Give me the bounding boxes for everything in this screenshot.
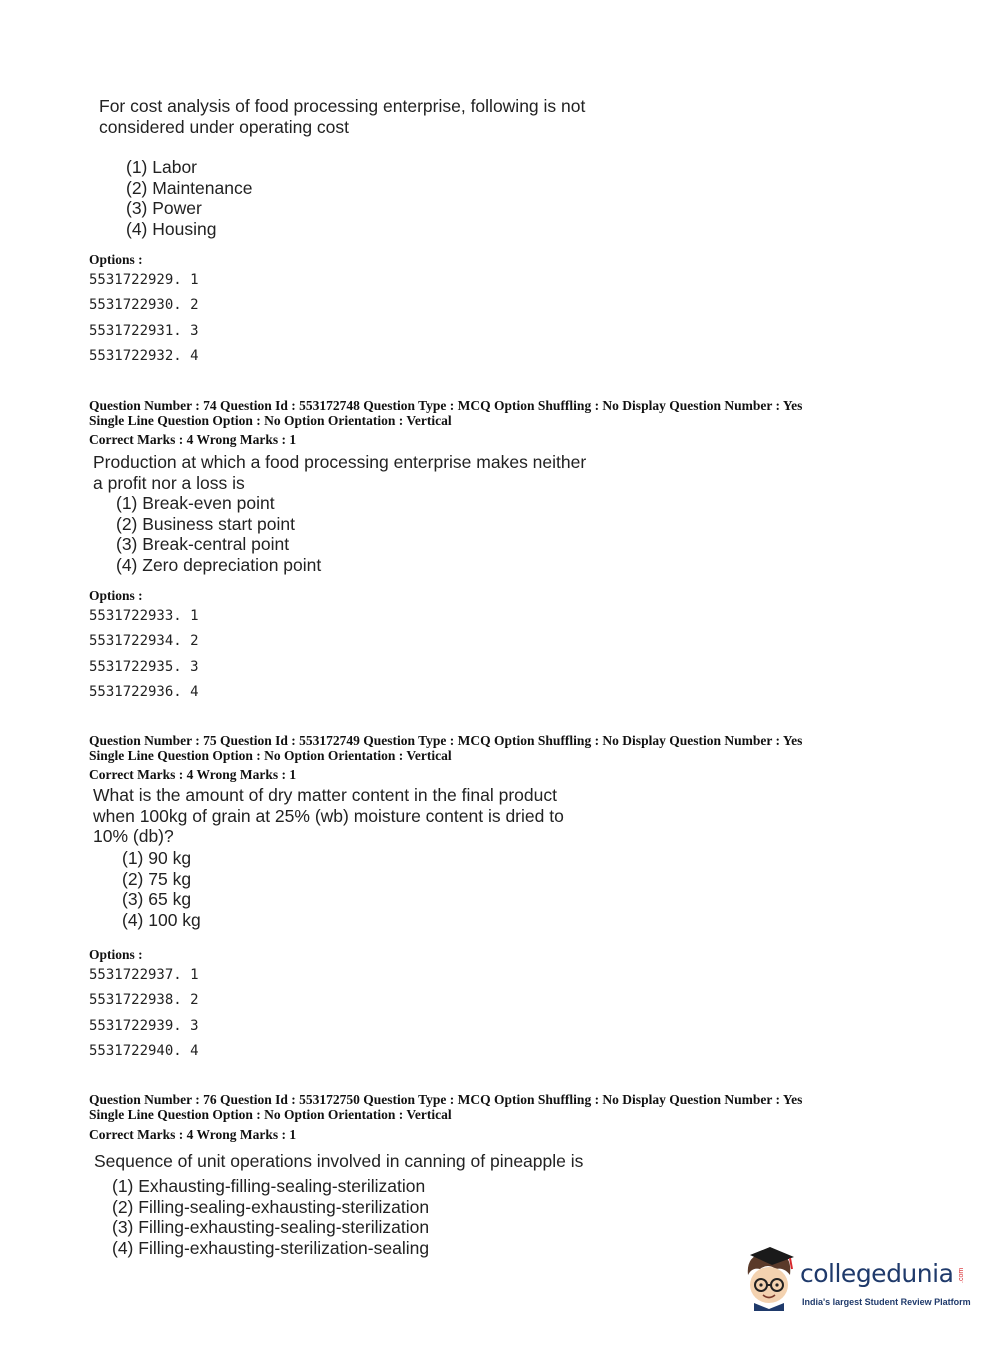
- q75-meta-line1: Question Number : 75 Question Id : 553172749 Question Type : MCQ Option Shuffling : No Display Question Number : Yes: [89, 733, 803, 748]
- q75-options-list: [89, 963, 199, 1064]
- q73-options-label: Options :: [89, 252, 143, 267]
- q76-question-text: [94, 1151, 583, 1172]
- q75-meta-line2: Single Line Question Option : No Option Orientation : Vertical: [89, 748, 452, 763]
- q74-choices: [116, 493, 321, 575]
- q75-option: 5531722938. 2: [89, 992, 199, 1009]
- q74-choice: (3) Break-central point: [116, 534, 290, 554]
- q74-options-label: Options :: [89, 588, 143, 603]
- q75-marks: Correct Marks : 4 Wrong Marks : 1: [89, 767, 297, 782]
- q74-choice: (2) Business start point: [116, 513, 295, 534]
- q75-choice: (2) 75 kg: [122, 868, 192, 889]
- q74-option: 5531722935. 3: [89, 658, 199, 675]
- q75-stem-line: when 100kg of grain at 25% (wb) moisture content is dried to: [93, 805, 564, 826]
- q76-choice: (3) Filling-exhausting-sealing-sterilization: [112, 1217, 430, 1237]
- q75-option: 5531722940. 4: [89, 1042, 199, 1059]
- q76-choice: (1) Exhausting-filling-sealing-sterilization: [112, 1176, 426, 1196]
- q74-choice: (4) Zero depreciation point: [116, 554, 322, 575]
- q73-option: 5531722931. 3: [89, 322, 199, 339]
- q76-choices: [112, 1176, 429, 1258]
- q76-stem-line: Sequence of unit operations involved in canning of pineapple is: [94, 1151, 584, 1171]
- q74-meta: [89, 398, 802, 428]
- q73-option: 5531722929. 1: [89, 272, 199, 288]
- q75-question-text: [93, 785, 564, 847]
- q73-choice: (2) Maintenance: [126, 177, 253, 198]
- q74-option: 5531722934. 2: [89, 633, 199, 650]
- q76-meta: [89, 1092, 802, 1122]
- q74-option: 5531722936. 4: [89, 683, 199, 700]
- q75-choices: [122, 848, 201, 930]
- q76-meta-line2: Single Line Question Option : No Option Orientation : Vertical: [89, 1107, 452, 1122]
- q74-choice: (1) Break-even point: [116, 493, 275, 513]
- q76-marks: Correct Marks : 4 Wrong Marks : 1: [89, 1127, 297, 1142]
- q74-marks: Correct Marks : 4 Wrong Marks : 1: [89, 432, 297, 447]
- mascot-icon: [740, 1245, 798, 1311]
- q73-choice: (1) Labor: [126, 157, 198, 177]
- q73-options-list: [89, 268, 199, 369]
- q75-stem-line: What is the amount of dry matter content in the final product: [93, 785, 557, 805]
- q75-option: 5531722939. 3: [89, 1017, 199, 1034]
- q75-choice: (3) 65 kg: [122, 889, 192, 909]
- q73-stem-line: considered under operating cost: [99, 116, 350, 137]
- q75-choice: (4) 100 kg: [122, 909, 201, 930]
- q73-option: 5531722930. 2: [89, 297, 199, 314]
- q74-question-text: [93, 452, 586, 493]
- q74-option: 5531722933. 1: [89, 608, 199, 624]
- logo-domain: .com: [958, 1267, 965, 1283]
- q74-stem-line: a profit nor a loss is: [93, 472, 245, 493]
- q74-options-list: [89, 604, 199, 705]
- q75-stem-line: 10% (db)?: [93, 826, 174, 846]
- q73-choice: (4) Housing: [126, 218, 217, 239]
- q73-question-text: [99, 96, 585, 137]
- q74-stem-line: Production at which a food processing enterprise makes neither: [93, 452, 587, 472]
- q73-choice: (3) Power: [126, 198, 202, 218]
- q73-stem-line: For cost analysis of food processing enterprise, following is not: [99, 96, 586, 116]
- q75-option: 5531722937. 1: [89, 967, 199, 983]
- q74-meta-line2: Single Line Question Option : No Option Orientation : Vertical: [89, 413, 452, 428]
- q73-option: 5531722932. 4: [89, 347, 199, 364]
- collegedunia-logo[interactable]: [740, 1245, 970, 1315]
- q76-choice: (4) Filling-exhausting-sterilization-sealing: [112, 1237, 430, 1258]
- logo-tagline: India's largest Student Review Platform: [802, 1297, 971, 1307]
- q73-choices: [126, 157, 252, 239]
- q76-meta-line1: Question Number : 76 Question Id : 553172750 Question Type : MCQ Option Shuffling : No Display Question Number : Yes: [89, 1092, 803, 1107]
- q75-choice: (1) 90 kg: [122, 848, 192, 868]
- q75-meta: [89, 733, 802, 763]
- q74-meta-line1: Question Number : 74 Question Id : 553172748 Question Type : MCQ Option Shuffling : No Display Question Number : Yes: [89, 398, 803, 413]
- q76-choice: (2) Filling-sealing-exhausting-sterilization: [112, 1196, 430, 1217]
- logo-wordmark: collegedunia: [800, 1259, 954, 1288]
- q75-options-label: Options :: [89, 947, 143, 962]
